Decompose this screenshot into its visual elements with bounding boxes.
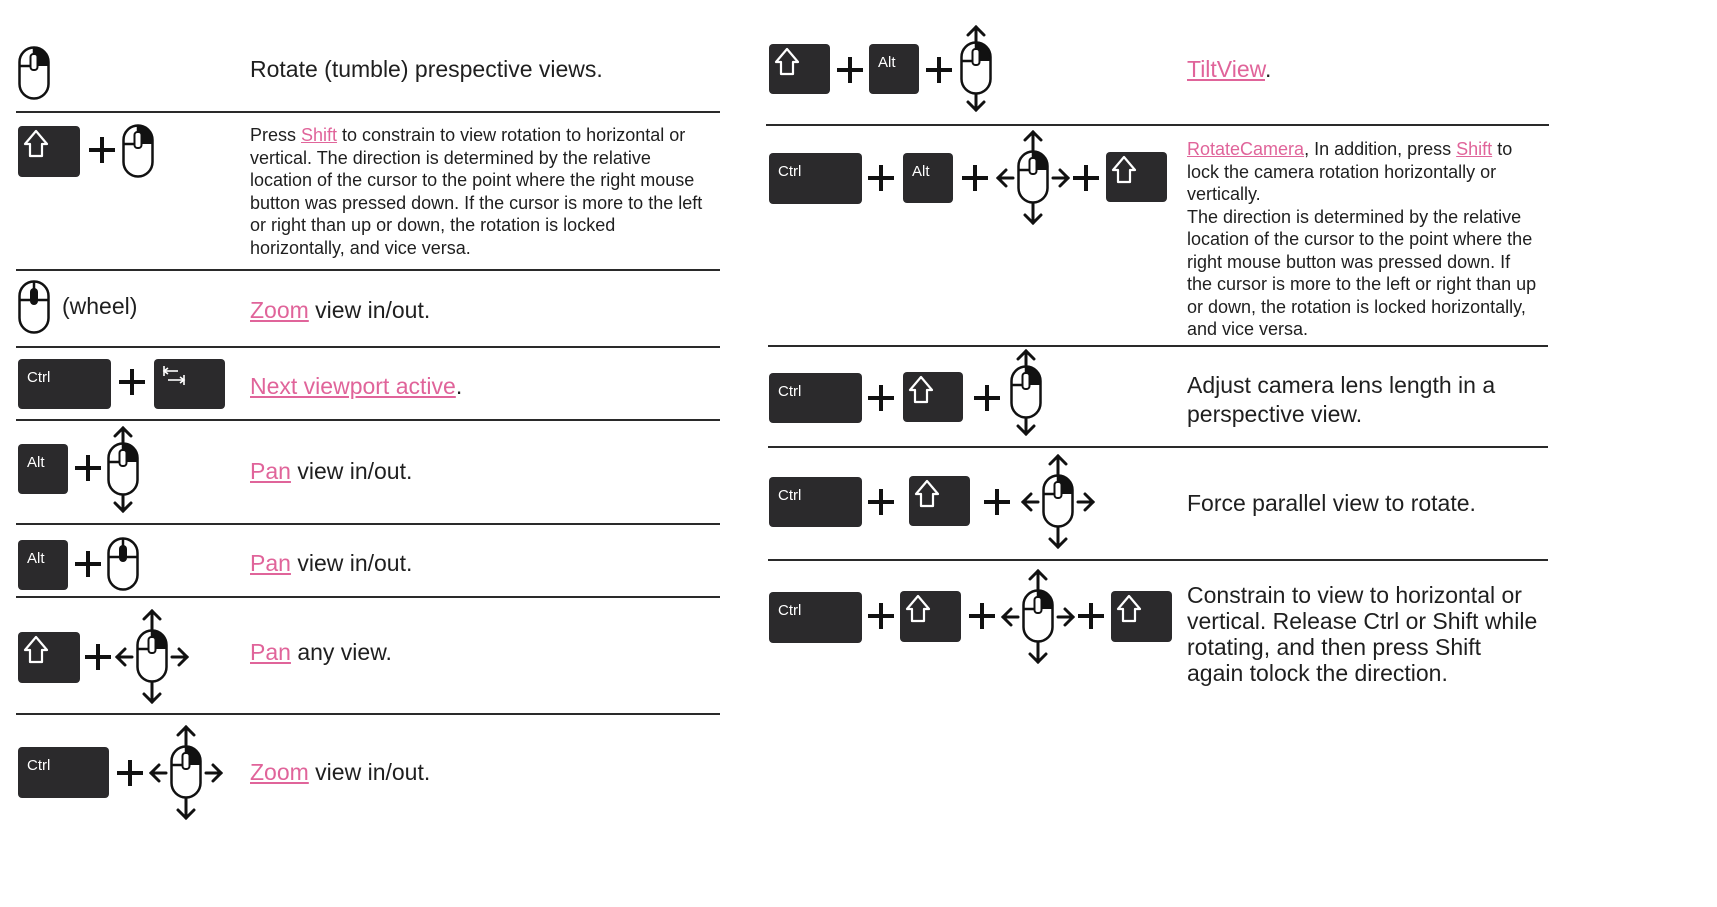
divider	[768, 446, 1548, 448]
row-description: TiltView.	[1187, 56, 1272, 82]
alt-key: Alt	[869, 44, 919, 94]
plus-icon	[117, 760, 143, 786]
shift-key	[18, 632, 80, 683]
shift-arrow-icon	[903, 372, 963, 422]
divider	[16, 269, 720, 271]
alt-key: Alt	[903, 153, 953, 203]
row-description: RotateCamera, In addition, press Shift to lock the camera rotation horizontally or vertically. The direction is determined by the relative location of the cursor to the point where the right mouse button was pressed down. If the cursor is more to the left or right than up or down, the rotation is locked horizontally, and vice versa.	[1187, 139, 1537, 339]
mouse-wheel-icon	[18, 280, 50, 334]
plus-icon	[926, 57, 952, 83]
shift-key	[769, 44, 830, 94]
shift-arrow-icon	[18, 632, 80, 683]
shift-key	[1106, 152, 1167, 202]
plus-icon	[868, 165, 894, 191]
shift-arrow-icon	[900, 591, 961, 642]
mouse-four-way-arrows-icon	[1002, 570, 1074, 664]
pan-link[interactable]: Pan	[250, 550, 291, 576]
plus-icon	[1078, 603, 1104, 629]
plus-icon	[1073, 165, 1099, 191]
divider	[16, 713, 720, 715]
ctrl-key: Ctrl	[769, 592, 862, 643]
zoom-link[interactable]: Zoom	[250, 297, 309, 323]
rotatecamera-link[interactable]: RotateCamera	[1187, 139, 1305, 159]
wheel-label: (wheel)	[62, 293, 138, 319]
ctrl-key: Ctrl	[18, 359, 111, 409]
plus-icon	[868, 603, 894, 629]
ctrl-key: Ctrl	[769, 477, 862, 527]
divider	[16, 111, 720, 113]
alt-key: Alt	[18, 540, 68, 590]
row-description: Constrain to view to horizontal or vertical. Release Ctrl or Shift while rotating, and then press Shift again tolock the direction.	[1187, 582, 1538, 686]
plus-icon	[868, 489, 894, 515]
plus-icon	[969, 603, 995, 629]
mouse-four-way-arrows-icon	[116, 610, 188, 704]
row-description: Pan any view.	[250, 639, 392, 665]
mouse-four-way-arrows-icon	[1022, 455, 1094, 549]
shift-key	[18, 126, 80, 177]
description-text: Rotate (tumble) prespective views.	[250, 56, 603, 82]
divider	[16, 523, 720, 525]
shift-link[interactable]: Shift	[1456, 139, 1493, 159]
alt-key: Alt	[18, 444, 68, 494]
row-description: Pan view in/out.	[250, 550, 413, 576]
mouse-vertical-arrows-icon	[107, 427, 139, 513]
shift-key	[1111, 591, 1172, 642]
mouse-icon	[18, 46, 50, 100]
plus-icon	[962, 165, 988, 191]
row-description: Force parallel view to rotate.	[1187, 490, 1476, 516]
divider	[766, 124, 1549, 126]
shift-arrow-icon	[909, 476, 970, 526]
pan-link[interactable]: Pan	[250, 639, 291, 665]
zoom-link[interactable]: Zoom	[250, 759, 309, 785]
divider	[16, 346, 720, 348]
divider	[768, 345, 1548, 347]
ctrl-key: Ctrl	[769, 373, 862, 423]
plus-icon	[75, 455, 101, 481]
row-description: Next viewport active.	[250, 373, 463, 399]
shift-arrow-icon	[1111, 591, 1172, 642]
mouse-icon	[122, 124, 154, 178]
next-viewport-link[interactable]: Next viewport active	[250, 373, 456, 399]
shift-link[interactable]: Shift	[301, 125, 338, 145]
shift-arrow-icon	[769, 44, 830, 94]
row-description: Zoom view in/out.	[250, 297, 431, 323]
plus-icon	[837, 57, 863, 83]
row-description: Press Shift to constrain to view rotation to horizontal or vertical. The direction is determined by the relative location of the cursor to the point where the right mouse button was pressed down. If the cursor is more to the left or right than up or down, the rotation is locked horizontally, and vice versa.	[250, 125, 703, 258]
shift-arrow-icon	[18, 126, 80, 177]
row-description	[250, 55, 690, 84]
plus-icon	[974, 385, 1000, 411]
ctrl-key: Ctrl	[18, 747, 109, 798]
divider	[16, 596, 720, 598]
ctrl-key: Ctrl	[769, 153, 862, 204]
shift-arrow-icon	[1106, 152, 1167, 202]
mouse-vertical-arrows-icon	[960, 26, 992, 112]
divider	[16, 419, 720, 421]
shift-key	[900, 591, 961, 642]
plus-icon	[119, 369, 145, 395]
mouse-wheel-icon	[107, 537, 139, 591]
mouse-four-way-arrows-icon	[997, 131, 1069, 225]
pan-link[interactable]: Pan	[250, 458, 291, 484]
row-description: Adjust camera lens length in a perspective view.	[1187, 372, 1496, 427]
row-description: Pan view in/out.	[250, 458, 413, 484]
mouse-vertical-arrows-icon	[1010, 350, 1042, 436]
plus-icon	[868, 385, 894, 411]
row-description: Zoom view in/out.	[250, 759, 431, 785]
mouse-four-way-arrows-icon	[150, 726, 222, 820]
tab-key	[154, 359, 225, 409]
plus-icon	[75, 551, 101, 577]
plus-icon	[984, 489, 1010, 515]
divider	[768, 559, 1548, 561]
tab-icon	[154, 359, 225, 409]
tiltview-link[interactable]: TiltView	[1187, 56, 1265, 82]
plus-icon	[85, 644, 111, 670]
plus-icon	[89, 137, 115, 163]
shift-key	[909, 476, 970, 526]
shift-key	[903, 372, 963, 422]
